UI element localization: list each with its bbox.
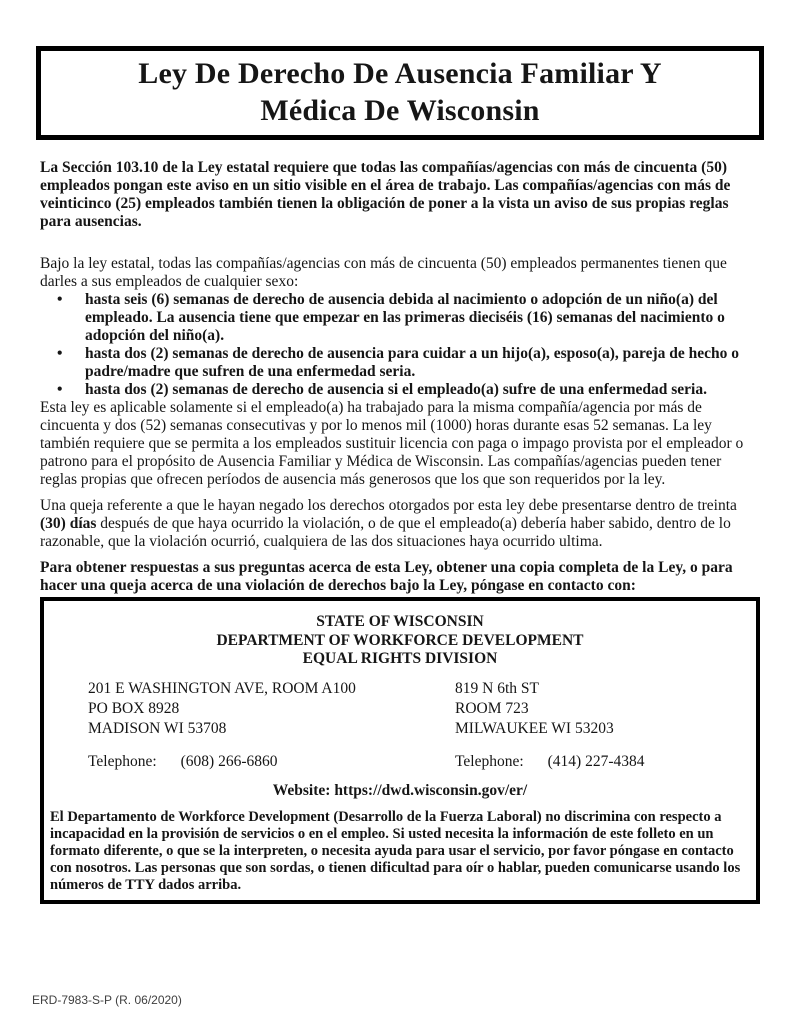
bullet-icon: • <box>57 345 63 362</box>
page-title-line2: Médica De Wisconsin <box>260 94 540 127</box>
eligibility-paragraph: Esta ley es aplicable solamente si el empleado(a) ha trabajado para la misma compañía/agencia por más de cincuenta y dos (52) semanas consecutivas y por lo menos mil (1000) horas durante esas 52 semanas. La ley también requiere que se permita a los empleados sustituir licencia con paga o impago provista por el empleador o patrono para el propósito de Ausencia Familiar y Médica de Wisconsin. Las compañías/agencias pueden tener reglas propias que ofrecen períodos de ausencia más generosos que los que son requeridos por la ley. <box>40 399 744 488</box>
posting-requirement-paragraph: La Sección 103.10 de la Ley estatal requiere que todas las compañías/agencias con más de cincuenta (50) empleados pongan este aviso en un sitio visible en el área de trabajo. Las compañías/agencias con más de veinticinco (25) empleados también tienen la obligación de poner a la vista un aviso de sus propias reglas para ausencias. <box>40 159 731 230</box>
bullet-icon: • <box>57 381 63 398</box>
milwaukee-address-line3: MILWAUKEE WI 53203 <box>455 719 614 737</box>
milwaukee-address-line2: ROOM 723 <box>455 699 529 717</box>
list-item <box>40 345 760 381</box>
madison-telephone <box>88 752 455 772</box>
milwaukee-address-line1: 819 N 6th ST <box>455 679 539 697</box>
body-content <box>40 159 760 595</box>
madison-address-line2: PO BOX 8928 <box>88 699 180 717</box>
benefits-list <box>40 291 760 399</box>
form-number: ERD-7983-S-P (R. 06/2020) <box>32 993 182 1007</box>
list-item <box>40 291 760 345</box>
bullet-icon: • <box>57 291 63 308</box>
agency-department: DEPARTMENT OF WORKFORCE DEVELOPMENT <box>216 631 584 649</box>
milwaukee-telephone <box>455 752 756 772</box>
benefit-own-illness: hasta dos (2) semanas de derecho de ausencia si el empleado(a) sufre de una enfermedad seria. <box>85 381 707 398</box>
milwaukee-telephone-number: (414) 227-4384 <box>547 752 645 770</box>
agency-name: STATE OF WISCONSIN <box>316 613 484 630</box>
page-title-line1: Ley De Derecho De Ausencia Familiar Y <box>138 57 662 90</box>
contact-info-box <box>40 597 760 904</box>
office-addresses <box>44 679 756 772</box>
agency-division: EQUAL RIGHTS DIVISION <box>302 650 498 667</box>
madison-office <box>88 679 455 772</box>
telephone-label: Telephone: <box>455 752 524 770</box>
contact-intro-paragraph: Para obtener respuestas a sus preguntas acerca de esta Ley, obtener una copia completa de la Ley, o para hacer una queja acerca de una violación de derechos bajo la Ley, póngase en contacto con: <box>40 559 733 594</box>
telephone-label: Telephone: <box>88 752 157 770</box>
milwaukee-office <box>455 679 756 772</box>
complaint-deadline: (30) días <box>40 515 97 532</box>
website-url: https://dwd.wisconsin.gov/er/ <box>334 781 528 799</box>
complaint-text-part2: después de que haya ocurrido la violación, o de que el empleado(a) debería haber sabido, dentro de lo razonable, que la violación ocurrió, cualquiera de las dos situaciones haya ocurrido ultima. <box>40 515 731 550</box>
benefit-family-care: hasta dos (2) semanas de derecho de ausencia para cuidar a un hijo(a), esposo(a), pareja de hecho o padre/madre que sufren de una enfermedad seria. <box>85 345 740 380</box>
website-label: Website: <box>272 781 331 799</box>
madison-address-line1: 201 E WASHINGTON AVE, ROOM A100 <box>88 679 356 697</box>
nondiscrimination-paragraph: El Departamento de Workforce Development (Desarrollo de la Fuerza Laboral) no discrimina con respecto a incapacidad en la provisión de servicios o en el empleo. Si usted necesita la información de este folleto en un formato diferente, o que se la interpreten, o necesita ayuda para usar el servicio, por favor póngase en contacto con nosotros. Las personas que son sordas, o tienen dificultad para oír o hablar, pueden comunicarse usando los números de TTY dados arriba. <box>50 808 741 894</box>
benefit-birth-adoption: hasta seis (6) semanas de derecho de ausencia debida al nacimiento o adopción de un niño(a) del empleado. La ausencia tiene que empezar en las primeras dieciséis (16) semanas del nacimiento o adopción del niño(a). <box>85 291 725 344</box>
madison-telephone-number: (608) 266-6860 <box>180 752 278 770</box>
list-item <box>40 381 760 399</box>
complaint-paragraph <box>40 497 760 551</box>
complaint-text-part1: Una queja referente a que le hayan negado los derechos otorgados por esta ley debe presentarse dentro de treinta <box>40 497 737 514</box>
madison-address-line3: MADISON WI 53708 <box>88 719 227 737</box>
title-box <box>36 46 764 140</box>
website-line <box>44 781 756 801</box>
entitlement-intro-paragraph: Bajo la ley estatal, todas las compañías/agencias con más de cincuenta (50) empleados permanentes tienen que darles a sus empleados de cualquier sexo: <box>40 255 727 290</box>
